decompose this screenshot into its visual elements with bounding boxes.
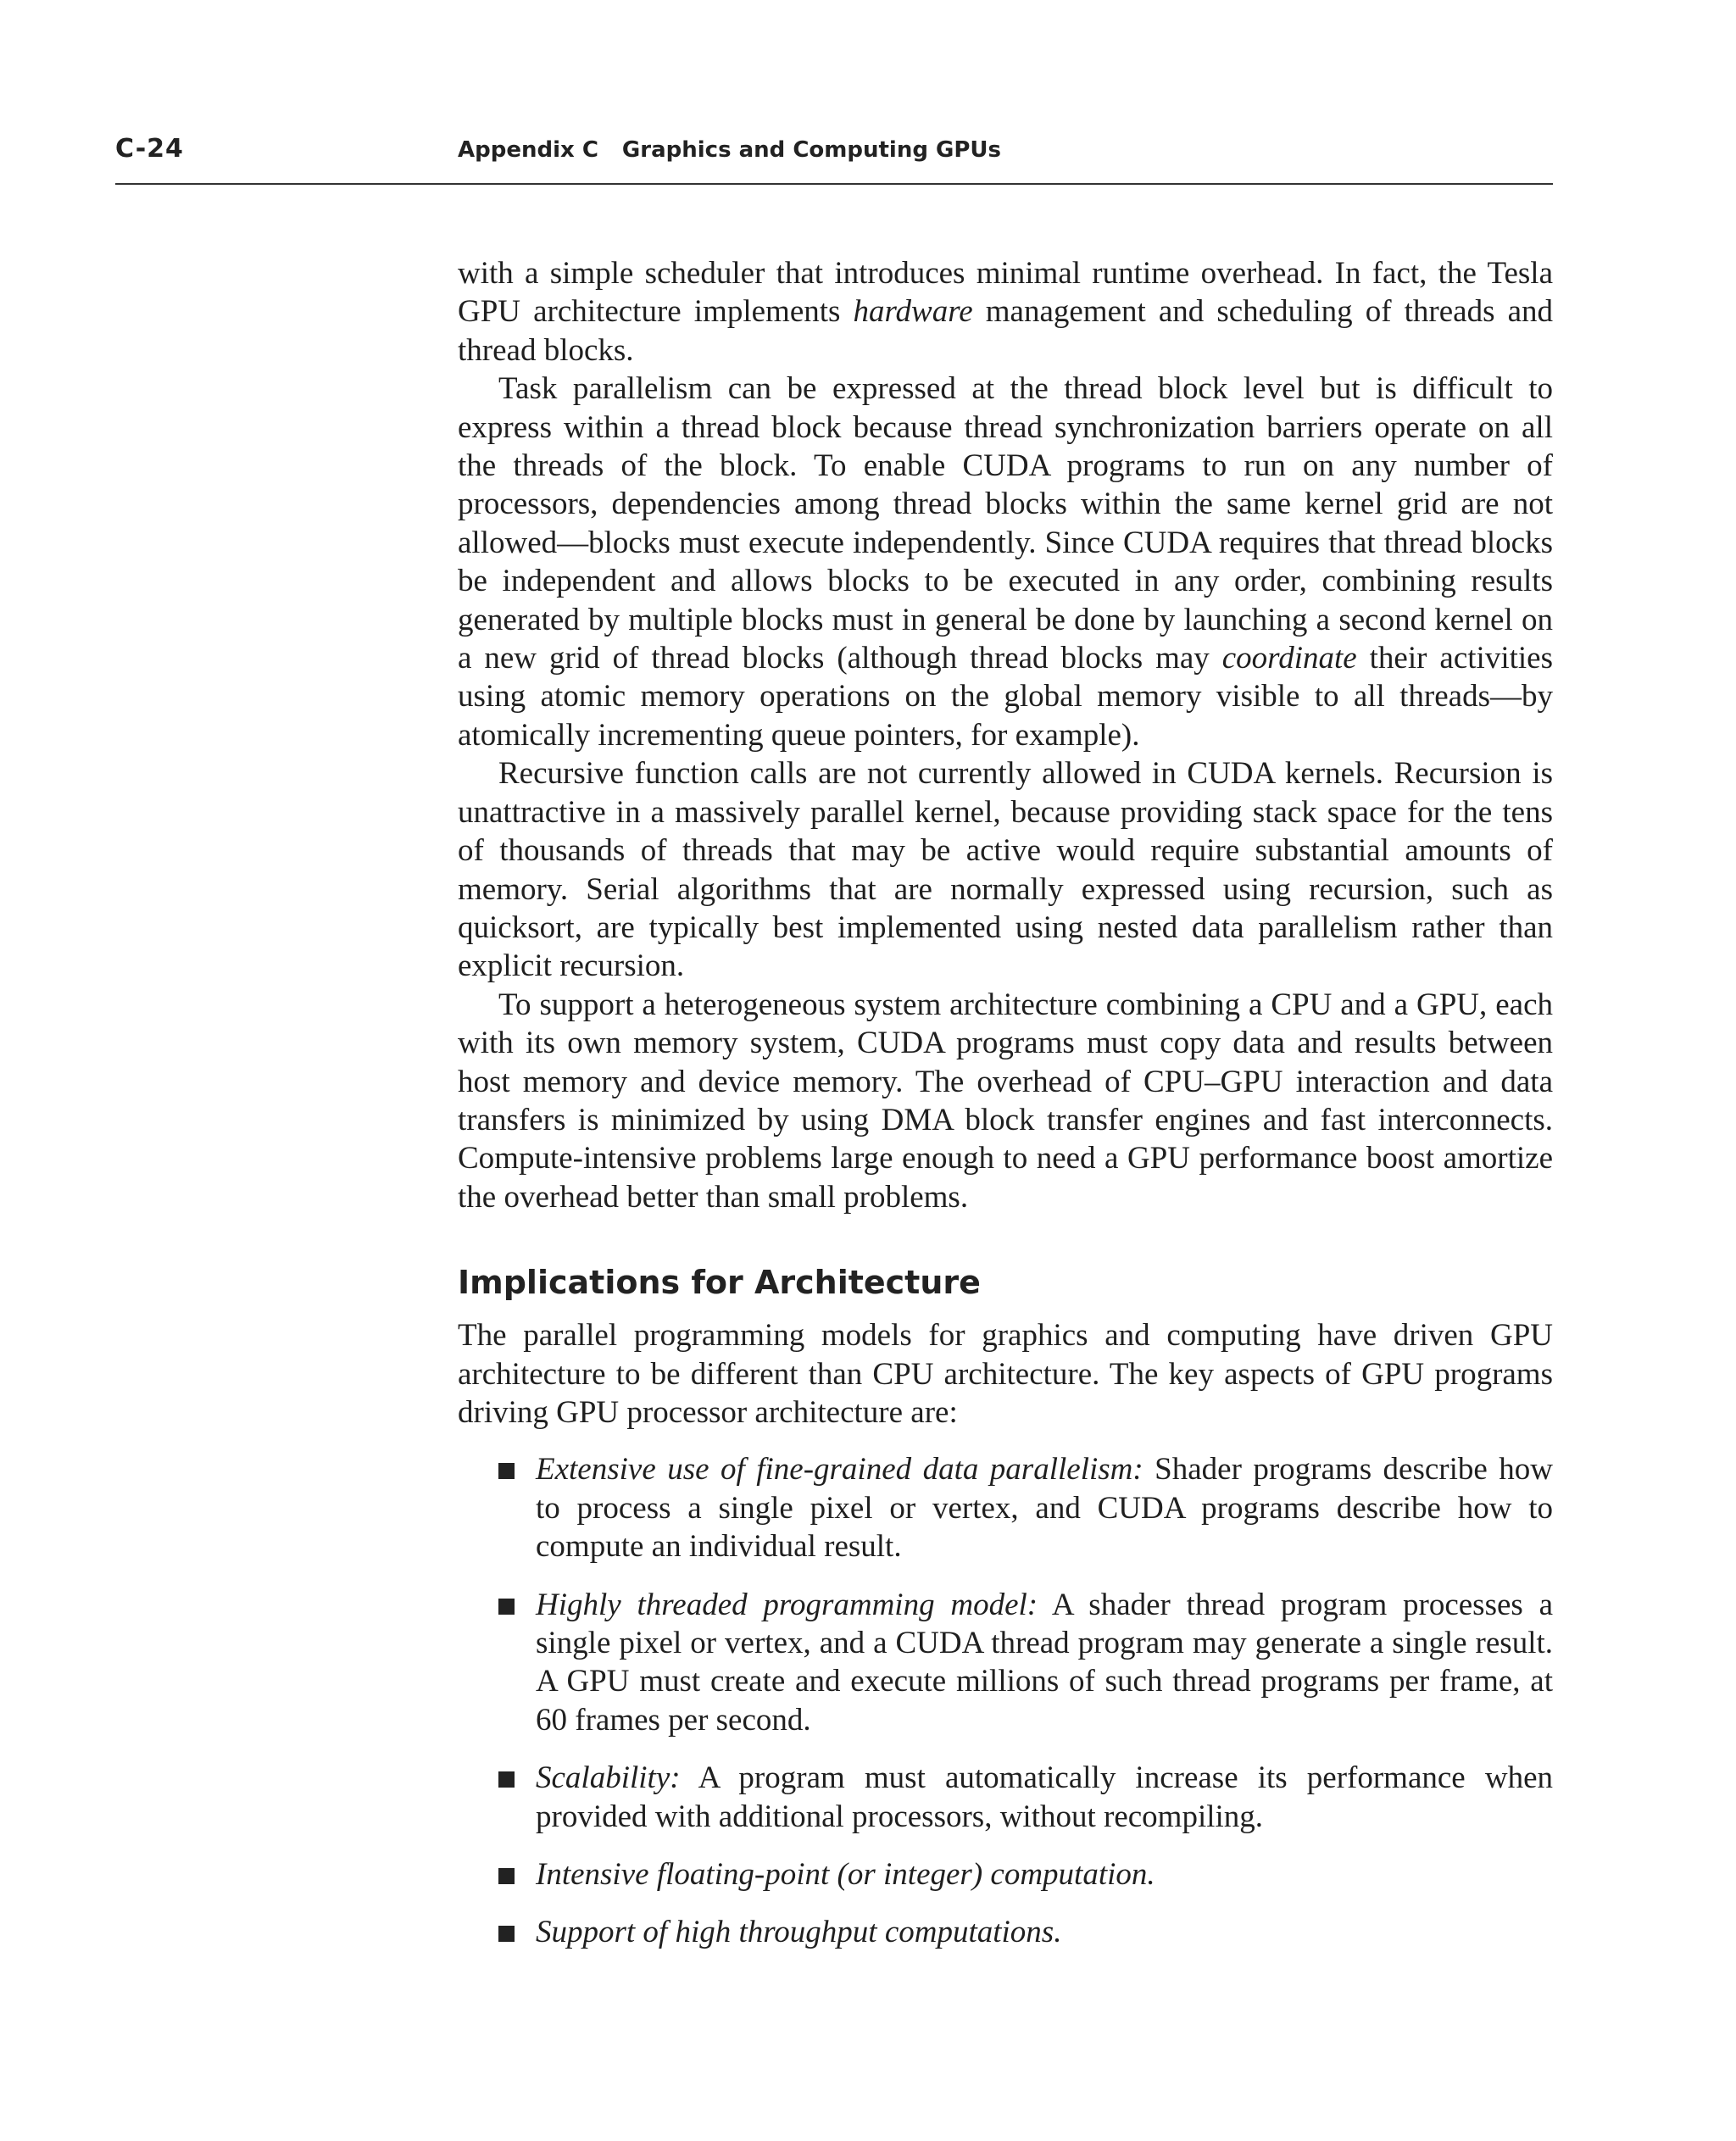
paragraph-1-emphasis: hardware: [853, 294, 973, 330]
list-item: [458, 1450, 1553, 1565]
list-item: [458, 1759, 1553, 1836]
appendix-label: Appendix C: [458, 137, 598, 163]
bullet-term: Support of high throughput computations.: [536, 1915, 1062, 1950]
paragraph-2: [458, 370, 1553, 754]
list-item: [458, 1855, 1553, 1894]
section-heading: Implications for Architecture: [458, 1264, 981, 1302]
bullet-term: Intensive floating-point (or integer) computation.: [536, 1857, 1155, 1893]
bullet-text: A program must automatically increase its performance when provided with additional processors, without recompiling.: [536, 1760, 1553, 1834]
body-text: [458, 254, 1553, 1971]
paragraph-2-text-a: Task parallelism can be expressed at the thread block level but is difficult to express within a thread block because thread synchronization barriers operate on all the threads of the block. To enable CUDA programs to run on any number of processors, dependencies among thread blocks within the same kernel grid are not allowed—blocks must execute independently. Since CUDA requires that thread blocks be independent and allows blocks to be executed in any order, combining results generated by multiple blocks must in general be done by launching a second kernel on a new grid of thread blocks (although thread blocks may: [458, 371, 1553, 676]
square-bullet-icon: [498, 1926, 515, 1942]
paragraph-1-text-a: with a simple scheduler that introduces minimal runtime overhead. In fact, the Tesla GPU architecture implements: [458, 256, 1553, 330]
section-intro: The parallel programming models for graphics and computing have driven GPU architecture to be different than CPU architecture. The key aspects of GPU programs driving GPU processor architecture are:: [458, 1318, 1553, 1430]
bullet-term: Highly threaded programming model:: [536, 1587, 1038, 1622]
list-item: [458, 1586, 1553, 1740]
square-bullet-icon: [498, 1463, 515, 1479]
bullet-list: [458, 1450, 1553, 1951]
list-item: [458, 1913, 1553, 1951]
square-bullet-icon: [498, 1771, 515, 1788]
paragraph-2-text-b: their activities using atomic memory operations on the global memory visible to all threads—by atomically incrementing queue pointers, for example).: [458, 641, 1553, 753]
bullet-term: Extensive use of fine-grained data parallelism:: [536, 1452, 1143, 1488]
running-head-title: [458, 137, 1001, 163]
square-bullet-icon: [498, 1868, 515, 1884]
paragraph-1: [458, 254, 1553, 370]
page-number: C-24: [115, 134, 184, 164]
paragraph-1-text-b: management and scheduling of threads and thread blocks.: [458, 294, 1553, 368]
chapter-title: Graphics and Computing GPUs: [621, 137, 1001, 163]
paragraph-4: To support a heterogeneous system architecture combining a CPU and a GPU, each with its own memory system, CUDA programs must copy data and results between host memory and device memory. The overhead of CPU–GPU interaction and data transfers is minimized by using DMA block transfer engines and fast interconnects. Compute-intensive problems large enough to need a GPU performance boost amortize the overhead better than small problems.: [458, 987, 1553, 1215]
bullet-term: Scalability:: [536, 1760, 681, 1796]
paragraph-3: Recursive function calls are not currently allowed in CUDA kernels. Recursion is unattractive in a massively parallel kernel, because providing stack space for the tens of thousands of threads that may be active would require substantial amounts of memory. Serial algorithms that are normally expressed using recursion, such as quicksort, are typically best implemented using nested data parallelism rather than explicit recursion.: [458, 756, 1553, 984]
bullet-text: Shader programs describe how to process a single pixel or vertex, and CUDA programs describe how to compute an individual result.: [536, 1452, 1553, 1565]
running-header: [115, 132, 1553, 185]
paragraph-2-emphasis: coordinate: [1221, 641, 1357, 676]
square-bullet-icon: [498, 1599, 515, 1615]
bullet-text: A shader thread program processes a single pixel or vertex, and a CUDA thread program may generate a single result. A GPU must create and execute millions of such thread programs per frame, at 60 frames per second.: [536, 1587, 1553, 1738]
